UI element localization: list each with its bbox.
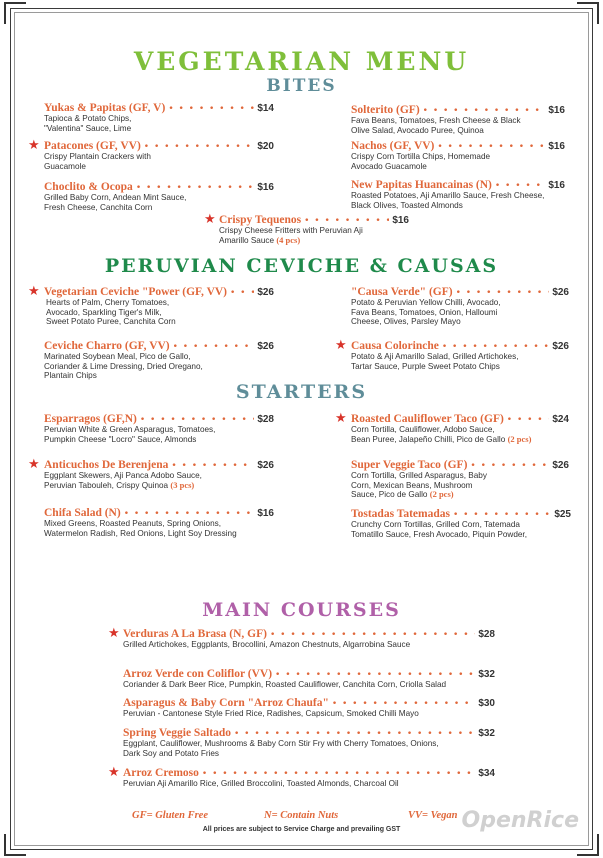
- item-description: Sweet Potato Puree, Canchita Corn: [46, 317, 176, 326]
- item-description-text: Peruvian Tabouleh, Crispy Quinoa: [44, 480, 169, 490]
- piece-count: (2 pcs): [429, 489, 454, 499]
- menu-item-saltado: [123, 727, 495, 758]
- item-name: Nachos (GF, VV): [351, 140, 435, 152]
- dot-leader: [136, 183, 255, 193]
- piece-count: (2 pcs): [507, 433, 532, 444]
- item-price: $26: [257, 460, 274, 471]
- item-description: Fava Beans, Tomatoes, Fresh Cheese & Black: [351, 116, 521, 125]
- legend-gluten-free: GF= Gluten Free: [132, 810, 208, 821]
- item-description-text: Sauce, Pico de Gallo: [351, 490, 428, 499]
- star-icon: ★: [335, 338, 347, 353]
- item-description: Hearts of Palm, Cherry Tomatoes,: [46, 298, 170, 307]
- dot-leader: [275, 670, 475, 680]
- menu-item-causa-colorinche: [351, 340, 569, 371]
- dot-leader: [423, 106, 546, 116]
- item-description: Grilled Artichokes, Eggplants, Brocollini, Amazon Chestnuts, Algarrobina Sauce: [123, 640, 411, 649]
- item-description: Eggplant, Cauliflower, Mushrooms & Baby Corn Stir Fry with Cherry Tomatoes, Onions,: [123, 739, 439, 748]
- item-price: $14: [257, 103, 274, 114]
- dot-leader: [124, 509, 255, 519]
- item-description: Coriander & Dark Beer Rice, Pumpkin, Roasted Cauliflower, Canchita Corn, Criolla Salad: [123, 680, 447, 689]
- item-price: $16: [257, 182, 274, 193]
- star-icon: ★: [28, 284, 40, 299]
- dot-leader: [304, 216, 389, 226]
- item-description: [351, 490, 569, 500]
- item-description: Tartar Sauce, Purple Sweet Potato Chips: [351, 361, 500, 371]
- item-description: Crunchy Corn Tortillas, Grilled Corn, Tatemada: [351, 520, 520, 529]
- item-price: $28: [257, 414, 274, 425]
- item-description: Peruvian Aji Amarillo Rice, Grilled Broccolini, Toasted Almonds, Charcoal Oil: [123, 779, 399, 788]
- item-description: Potato & Aji Amarillo Salad, Grilled Artichokes,: [351, 352, 519, 361]
- item-price: $25: [554, 509, 571, 520]
- item-description: Crispy Corn Tortilla Chips, Homemade: [351, 152, 491, 161]
- item-price: $24: [552, 414, 569, 425]
- section-title-bites: BITES: [266, 76, 337, 96]
- menu-item-cremoso: [123, 767, 495, 789]
- corner-ornament: [4, 834, 26, 856]
- item-description: Dark Soy and Potato Fries: [123, 748, 220, 758]
- item-name: Spring Veggie Saltado: [123, 727, 231, 739]
- menu-item-nachos: [351, 140, 565, 171]
- menu-item-chifa: [44, 507, 274, 538]
- star-icon: ★: [335, 411, 347, 426]
- menu-item-causa-verde: [351, 286, 569, 327]
- star-icon: ★: [28, 457, 40, 472]
- dot-leader: [202, 769, 475, 779]
- item-price: $32: [478, 728, 495, 739]
- item-description: Grilled Baby Corn, Andean Mint Sauce,: [44, 193, 187, 202]
- item-price: $26: [257, 287, 274, 298]
- item-name: Choclito & Ocopa: [44, 181, 133, 193]
- item-price: $28: [478, 629, 495, 640]
- item-description: Watermelon Radish, Red Onions, Light Soy Dressing: [44, 528, 237, 538]
- corner-ornament: [577, 2, 599, 24]
- dot-leader: [470, 461, 549, 471]
- openrice-watermark: OpenRice: [461, 808, 579, 833]
- item-name: Crispy Tequenos: [219, 214, 302, 226]
- dot-leader: [495, 181, 545, 191]
- menu-item-yukas: [44, 102, 274, 133]
- corner-ornament: [4, 2, 26, 24]
- dot-leader: [437, 142, 545, 152]
- item-name: Causa Colorinche: [351, 340, 439, 352]
- price-footnote: All prices are subject to Service Charge and prevailing GST: [202, 826, 401, 833]
- item-description: Corn Tortilla, Cauliflower, Adobo Sauce,: [351, 425, 495, 434]
- item-name: Tostadas Tatemadas: [351, 508, 450, 520]
- item-name: "Causa Verde" (GF): [351, 286, 453, 298]
- menu-item-tequenos: [219, 214, 409, 245]
- item-description: Black Olives, Toasted Almonds: [351, 200, 463, 210]
- item-description: Crispy Plantain Crackers with: [44, 152, 151, 161]
- item-description: [219, 236, 409, 246]
- item-name: Vegetarian Ceviche "Power (GF, VV): [44, 286, 228, 298]
- item-name: Ceviche Charro (GF, VV): [44, 340, 170, 352]
- corner-ornament: [577, 834, 599, 856]
- item-name: Patacones (GF, VV): [44, 140, 141, 152]
- item-price: $16: [257, 508, 274, 519]
- item-description: Tomatillo Sauce, Fresh Avocado, Piquin Powder,: [351, 529, 527, 539]
- star-icon: ★: [204, 212, 216, 227]
- menu-item-ceviche-power: [44, 286, 274, 327]
- item-description: Fresh Cheese, Canchita Corn: [44, 202, 153, 212]
- dot-leader: [168, 104, 254, 114]
- item-name: Yukas & Papitas (GF, V): [44, 102, 166, 114]
- item-price: $26: [552, 287, 569, 298]
- item-price: $16: [548, 180, 565, 191]
- item-description: Potato & Peruvian Yellow Chilli, Avocado,: [351, 298, 501, 307]
- item-price: $26: [552, 460, 569, 471]
- dot-leader: [234, 729, 475, 739]
- dot-leader: [270, 630, 475, 640]
- item-price: $26: [552, 341, 569, 352]
- item-name: Verduras A La Brasa (N, GF): [123, 628, 267, 640]
- dot-leader: [453, 510, 551, 520]
- item-name: Asparagus & Baby Corn "Arroz Chaufa": [123, 697, 329, 709]
- item-description: Marinated Soybean Meal, Pico de Gallo,: [44, 352, 191, 361]
- star-icon: ★: [28, 138, 40, 153]
- item-description: Fava Beans, Tomatoes, Onion, Halloumi: [351, 307, 498, 317]
- item-description: Plantain Chips: [44, 371, 97, 380]
- item-description: Eggplant Skewers, Aji Panca Adobo Sauce,: [44, 471, 202, 480]
- item-price: $20: [257, 141, 274, 152]
- item-description: [351, 435, 569, 445]
- dot-leader: [507, 415, 550, 425]
- menu-item-papitas: [351, 179, 565, 210]
- item-description: Tapioca & Potato Chips,: [44, 114, 132, 123]
- menu-item-veggie-taco: [351, 459, 569, 500]
- item-description: Crispy Cheese Fritters with Peruvian Aji: [219, 226, 363, 235]
- menu-title: VEGETARIAN MENU: [133, 47, 470, 76]
- item-description: Cheese, Olives, Parsley Mayo: [351, 317, 461, 326]
- legend-nuts: N= Contain Nuts: [264, 810, 339, 821]
- menu-item-esparragos: [44, 413, 274, 444]
- section-title-ceviche: PERUVIAN CEVICHE & CAUSAS: [104, 255, 499, 277]
- item-description: Olive Salad, Avocado Puree, Quinoa: [351, 125, 484, 135]
- menu-item-tostadas: [351, 508, 571, 539]
- piece-count: (4 pcs): [276, 234, 301, 245]
- legend-vegan: VV= Vegan: [408, 810, 458, 821]
- item-description: Coriander & Lime Dressing, Dried Oregano,: [44, 361, 203, 371]
- piece-count: (3 pcs): [170, 479, 195, 490]
- item-name: Esparragos (GF,N): [44, 413, 137, 425]
- item-description: Avocado, Sparkling Tiger's Milk,: [46, 307, 162, 317]
- menu-item-anticuchos: [44, 459, 274, 490]
- item-description: Mixed Greens, Roasted Peanuts, Spring Onions,: [44, 519, 222, 528]
- item-name: New Papitas Huancainas (N): [351, 179, 492, 191]
- item-price: $30: [478, 698, 495, 709]
- item-name: Anticuchos De Berenjena: [44, 459, 169, 471]
- dot-leader: [171, 461, 254, 471]
- star-icon: ★: [108, 626, 120, 641]
- section-title-starters: STARTERS: [235, 381, 368, 403]
- item-description: Pumpkin Cheese "Locro" Sauce, Almonds: [44, 434, 197, 444]
- menu-item-patacones: [44, 140, 274, 171]
- item-description: [44, 481, 274, 491]
- item-name: Super Veggie Taco (GF): [351, 459, 468, 471]
- dot-leader: [230, 288, 254, 298]
- item-description-text: Bean Puree, Jalapeño Chilli, Pico de Gallo: [351, 434, 506, 444]
- menu-item-choclito: [44, 181, 274, 212]
- dot-leader: [456, 288, 550, 298]
- item-price: $34: [478, 768, 495, 779]
- dot-leader: [144, 142, 255, 152]
- item-name: Solterito (GF): [351, 104, 420, 116]
- item-description: Guacamole: [44, 161, 86, 171]
- menu-item-arroz-verde: [123, 668, 495, 690]
- item-description: Peruvian White & Green Asparagus, Tomatoes,: [44, 425, 216, 434]
- menu-item-solterito: [351, 104, 565, 135]
- menu-item-ceviche-charro: [44, 340, 274, 381]
- dot-leader: [173, 342, 255, 352]
- menu-item-cauliflower-taco: [351, 413, 569, 444]
- item-description: Corn, Mexican Beans, Mushroom: [351, 480, 473, 490]
- item-description: "Valentina" Sauce, Lime: [44, 123, 132, 133]
- item-description: Corn Tortilla, Grilled Asparagus, Baby: [351, 471, 487, 480]
- dot-leader: [140, 415, 254, 425]
- item-price: $32: [478, 669, 495, 680]
- star-icon: ★: [108, 765, 120, 780]
- menu-item-chaufa: [123, 697, 495, 719]
- dot-leader: [332, 699, 475, 709]
- item-name: Arroz Cremoso: [123, 767, 199, 779]
- item-description-text: Amarillo Sauce: [219, 235, 275, 245]
- item-price: $16: [548, 105, 565, 116]
- section-title-main-courses: MAIN COURSES: [202, 599, 401, 621]
- menu-item-verduras: [123, 628, 495, 650]
- item-price: $16: [392, 215, 409, 226]
- item-price: $26: [257, 341, 274, 352]
- item-description: Avocado Guacamole: [351, 161, 427, 171]
- item-description: Roasted Potatoes, Aji Amarillo Sauce, Fresh Cheese,: [351, 191, 545, 200]
- item-name: Roasted Cauliflower Taco (GF): [351, 413, 504, 425]
- item-price: $16: [548, 141, 565, 152]
- item-description: Peruvian - Cantonese Style Fried Rice, Radishes, Capsicum, Smoked Chilli Mayo: [123, 709, 419, 718]
- item-name: Arroz Verde con Coliflor (VV): [123, 668, 273, 680]
- dot-leader: [442, 342, 549, 352]
- item-name: Chifa Salad (N): [44, 507, 121, 519]
